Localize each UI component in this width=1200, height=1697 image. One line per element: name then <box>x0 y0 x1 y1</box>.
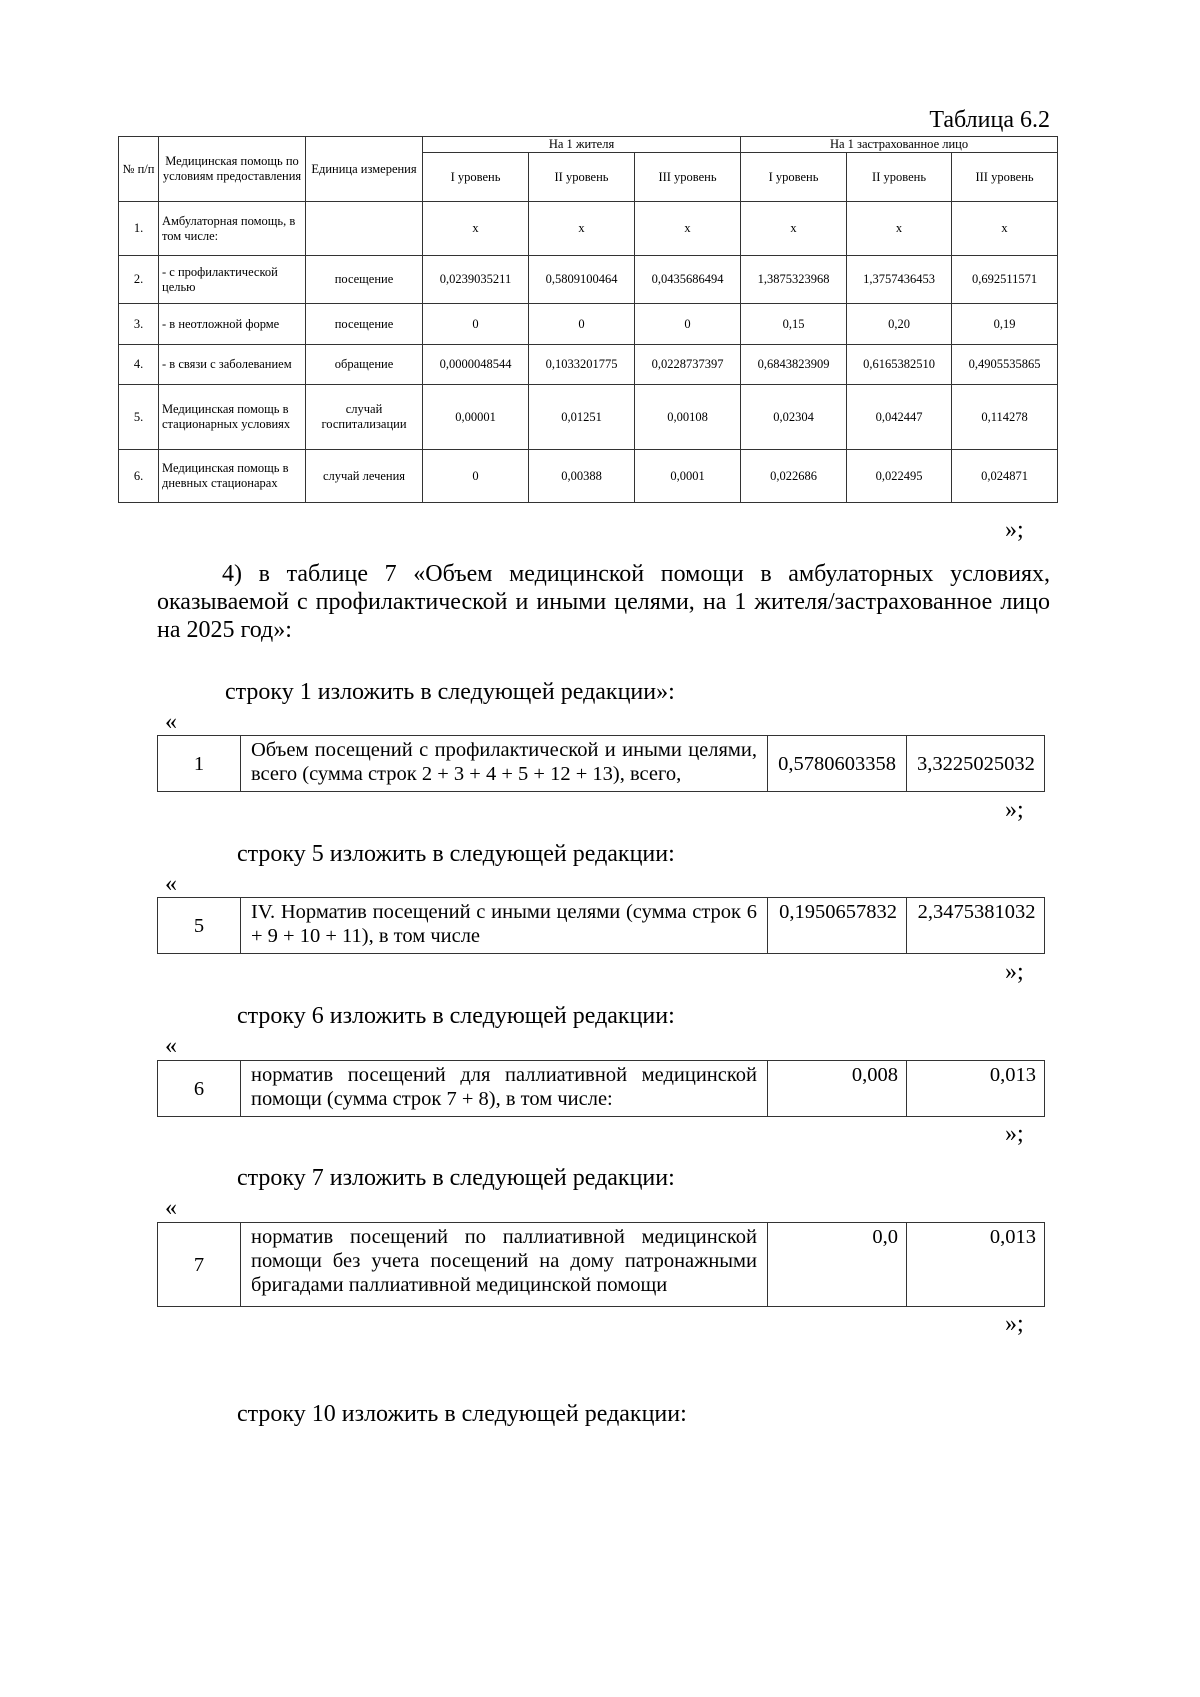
cell-value: 0 <box>635 304 741 345</box>
cell-value: х <box>529 202 635 256</box>
cell-value: 0,00108 <box>635 385 741 450</box>
row-value-insured: 0,013 <box>907 1061 1045 1117</box>
cell-unit: посещение <box>306 304 423 345</box>
cell-type: Медицинская помощь в дневных стационарах <box>159 450 306 503</box>
cell-type: Медицинская помощь в стационарных условиях <box>159 385 306 450</box>
close-quote: »; <box>1005 1311 1024 1337</box>
header-num: № п/п <box>119 137 159 202</box>
cell-value: х <box>423 202 529 256</box>
header-level: II уровень <box>847 153 952 202</box>
cell-value: 0,0435686494 <box>635 256 741 304</box>
cell-value: х <box>847 202 952 256</box>
row-num: 6 <box>158 1061 241 1117</box>
section-intro: строку 6 изложить в следующей редакции: <box>237 1003 675 1029</box>
cell-value: 0,692511571 <box>952 256 1058 304</box>
cell-unit <box>306 202 423 256</box>
cell-value: 0 <box>423 304 529 345</box>
cell-value: 0,4905535865 <box>952 345 1058 385</box>
row-num: 5 <box>158 898 241 954</box>
cell-unit: случай госпитализации <box>306 385 423 450</box>
cell-type: - в связи с заболеванием <box>159 345 306 385</box>
cell-value: 0,6843823909 <box>741 345 847 385</box>
row-value-resident: 0,008 <box>768 1061 907 1117</box>
row-value-insured: 2,3475381032 <box>907 898 1045 954</box>
cell-value: 0,022686 <box>741 450 847 503</box>
cell-type: Амбулаторная помощь, в том числе: <box>159 202 306 256</box>
row-value-insured: 0,013 <box>907 1223 1045 1307</box>
header-per-resident: На 1 жителя <box>423 137 741 153</box>
table-row <box>119 256 1058 304</box>
cell-value: 0,0228737397 <box>635 345 741 385</box>
cell-num: 6. <box>119 450 159 503</box>
replacement-row-table <box>157 1060 1045 1117</box>
cell-value: 0,0239035211 <box>423 256 529 304</box>
header-level: II уровень <box>529 153 635 202</box>
cell-value: 0,022495 <box>847 450 952 503</box>
cell-value: 1,3875323968 <box>741 256 847 304</box>
header-level: I уровень <box>741 153 847 202</box>
table-row <box>119 450 1058 503</box>
row-text: IV. Норматив посещений с иными целями (сумма строк 6 + 9 + 10 + 11), в том числе <box>241 898 768 954</box>
cell-unit: посещение <box>306 256 423 304</box>
row-value-resident: 0,1950657832 <box>768 898 907 954</box>
cell-num: 5. <box>119 385 159 450</box>
header-level: III уровень <box>952 153 1058 202</box>
section-intro: строку 5 изложить в следующей редакции: <box>237 841 675 867</box>
cell-unit: случай лечения <box>306 450 423 503</box>
cell-value: 0 <box>529 304 635 345</box>
table-row <box>119 345 1058 385</box>
table-row <box>119 202 1058 256</box>
header-type: Медицинская помощь по условиям предоставления <box>159 137 306 202</box>
cell-value: 0,0000048544 <box>423 345 529 385</box>
row-num: 7 <box>158 1223 241 1307</box>
cell-value: 0 <box>423 450 529 503</box>
row-value-resident: 0,5780603358 <box>768 736 907 792</box>
cell-value: 0,20 <box>847 304 952 345</box>
row-text: норматив посещений для паллиативной медицинской помощи (сумма строк 7 + 8), в том числе: <box>241 1061 768 1117</box>
header-unit: Единица измерения <box>306 137 423 202</box>
section-intro: строку 10 изложить в следующей редакции: <box>237 1401 687 1427</box>
cell-num: 1. <box>119 202 159 256</box>
cell-value: 0,5809100464 <box>529 256 635 304</box>
header-per-insured: На 1 застрахованное лицо <box>741 137 1058 153</box>
cell-value: 0,042447 <box>847 385 952 450</box>
cell-value: 0,6165382510 <box>847 345 952 385</box>
cell-value: х <box>952 202 1058 256</box>
row-value-resident: 0,0 <box>768 1223 907 1307</box>
cell-value: 0,15 <box>741 304 847 345</box>
replacement-row-table <box>157 735 1045 792</box>
row-num: 1 <box>158 736 241 792</box>
cell-num: 3. <box>119 304 159 345</box>
cell-value: 0,114278 <box>952 385 1058 450</box>
cell-value: 1,3757436453 <box>847 256 952 304</box>
row-value-insured: 3,3225025032 <box>907 736 1045 792</box>
table-6-2 <box>118 136 1058 503</box>
cell-value: 0,00388 <box>529 450 635 503</box>
cell-num: 2. <box>119 256 159 304</box>
cell-value: х <box>741 202 847 256</box>
cell-type: - в неотложной форме <box>159 304 306 345</box>
open-quote: « <box>165 1033 177 1059</box>
cell-value: 0,19 <box>952 304 1058 345</box>
close-quote: »; <box>1005 1121 1024 1147</box>
close-quote: »; <box>1005 959 1024 985</box>
section-intro: строку 7 изложить в следующей редакции: <box>237 1165 675 1191</box>
row-text: норматив посещений по паллиативной медицинской помощи без учета посещений на дому патронажными бригадами паллиативной медицинской помощи <box>241 1223 768 1307</box>
table-row <box>119 304 1058 345</box>
cell-value: 0,0001 <box>635 450 741 503</box>
table-row <box>119 385 1058 450</box>
cell-value: 0,00001 <box>423 385 529 450</box>
paragraph: 4) в таблице 7 «Объем медицинской помощи в амбулаторных условиях, оказываемой с профилактической и иными целями, на 1 жителя/застрахованное лицо на 2025 год»: <box>157 561 1050 643</box>
header-level: III уровень <box>635 153 741 202</box>
header-level: I уровень <box>423 153 529 202</box>
open-quote: « <box>165 1195 177 1221</box>
cell-type: - с профилактической целью <box>159 256 306 304</box>
cell-unit: обращение <box>306 345 423 385</box>
cell-value: 0,02304 <box>741 385 847 450</box>
cell-value: 0,01251 <box>529 385 635 450</box>
open-quote: « <box>165 709 177 735</box>
cell-value: 0,024871 <box>952 450 1058 503</box>
cell-value: 0,1033201775 <box>529 345 635 385</box>
close-quote: »; <box>1005 517 1024 543</box>
section-intro: строку 1 изложить в следующей редакции»: <box>225 679 675 705</box>
cell-value: х <box>635 202 741 256</box>
open-quote: « <box>165 871 177 897</box>
table-caption: Таблица 6.2 <box>929 107 1050 133</box>
replacement-row-table <box>157 897 1045 954</box>
close-quote: »; <box>1005 797 1024 823</box>
cell-num: 4. <box>119 345 159 385</box>
replacement-row-table <box>157 1222 1045 1307</box>
row-text: Объем посещений с профилактической и иными целями, всего (сумма строк 2 + 3 + 4 + 5 + 12 + 13), всего, <box>241 736 768 792</box>
